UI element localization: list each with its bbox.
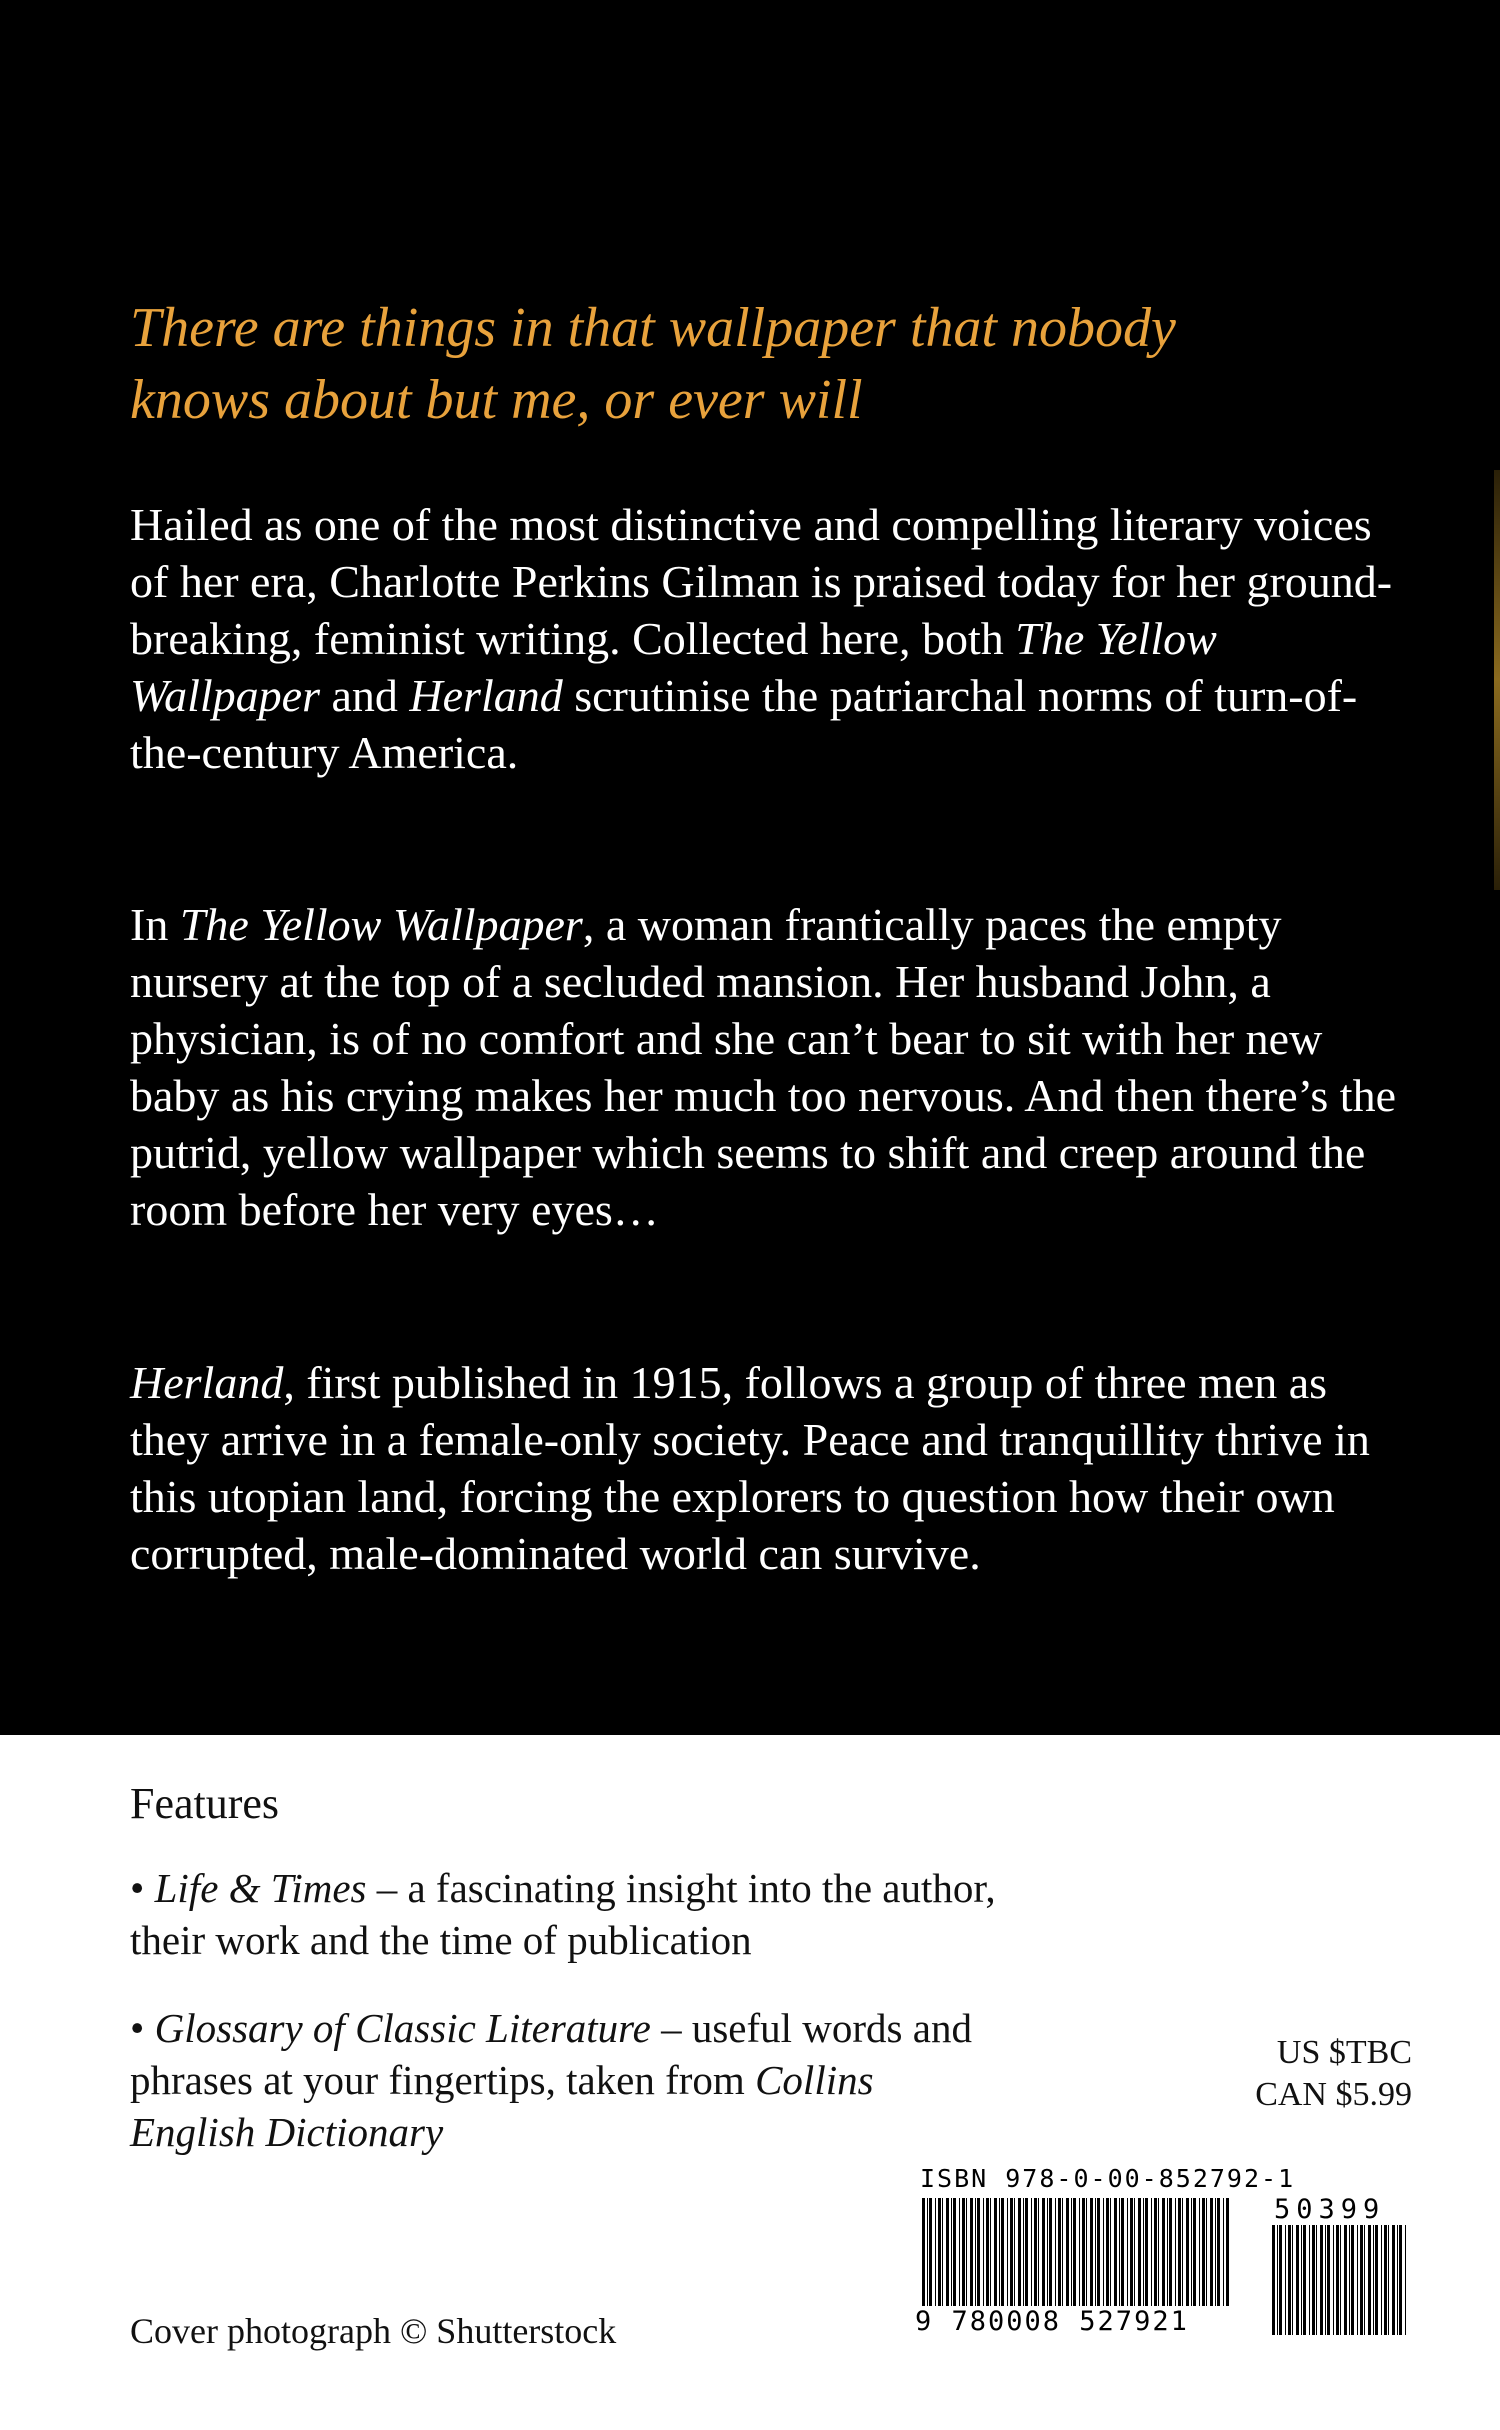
pull-quote: [130, 292, 1390, 436]
pull-quote-line-2: knows about but me, or ever will: [130, 369, 863, 431]
blurb-paragraph-3: Herland, first published in 1915, follows a group of three men as they arrive in a female-only society. Peace and tranquillity thrive in this utopian land, forcing the explorers to question how their own corrupted, male-dominated world can survive.: [130, 1357, 1370, 1579]
cover-photo-credit: Cover photograph © Shutterstock: [130, 2311, 617, 2351]
ean-digits: 9 780008 527921: [915, 2306, 1189, 2337]
bullet-icon: •: [130, 1865, 145, 1911]
book-title-yellow-wallpaper: The Yellow Wallpaper: [130, 613, 1217, 721]
book-title-yellow-wallpaper: The Yellow Wallpaper: [179, 899, 583, 950]
price-us: US $TBC: [1276, 2034, 1412, 2071]
book-title-herland: Herland: [130, 1357, 284, 1408]
features-heading: Features: [130, 1779, 280, 1828]
addon-barcode-icon: [1270, 2225, 1410, 2335]
book-title-herland: Herland: [409, 670, 563, 721]
price-can: CAN $5.99: [1255, 2076, 1412, 2113]
bullet-icon: •: [130, 2005, 145, 2051]
blurb-paragraph-2: In The Yellow Wallpaper, a woman frantically paces the empty nursery at the top of a secluded mansion. Her husband John, a physician, is of no comfort and she can’t bear to sit with her new baby as his crying makes her much too nervous. And then there’s the putrid, yellow wallpaper which seems to shift and creep around the room before her very eyes…: [130, 899, 1396, 1235]
ean-barcode-icon: [920, 2198, 1232, 2306]
pull-quote-line-1: There are things in that wallpaper that nobody: [130, 297, 1176, 359]
price-block: [1255, 2032, 1412, 2116]
feature-item-life-times: • Life & Times – a fascinating insight into the author, their work and the time of publication: [130, 1865, 996, 1963]
cover-edge-strip: [1494, 470, 1500, 890]
isbn-label: ISBN 978-0-00-852792-1: [920, 2164, 1296, 2193]
feature-item-glossary: • Glossary of Classic Literature – useful words and phrases at your fingertips, taken from Collins English Dictionary: [130, 2005, 972, 2155]
addon-digits: 50399: [1274, 2194, 1386, 2225]
blurb-paragraph-1: Hailed as one of the most distinctive and compelling literary voices of her era, Charlotte Perkins Gilman is praised today for her ground-breaking, feminist writing. Collected here, both The Yellow Wallpaper and Herland scrutinise the patriarchal norms of turn-of-the-century America.: [130, 499, 1393, 778]
